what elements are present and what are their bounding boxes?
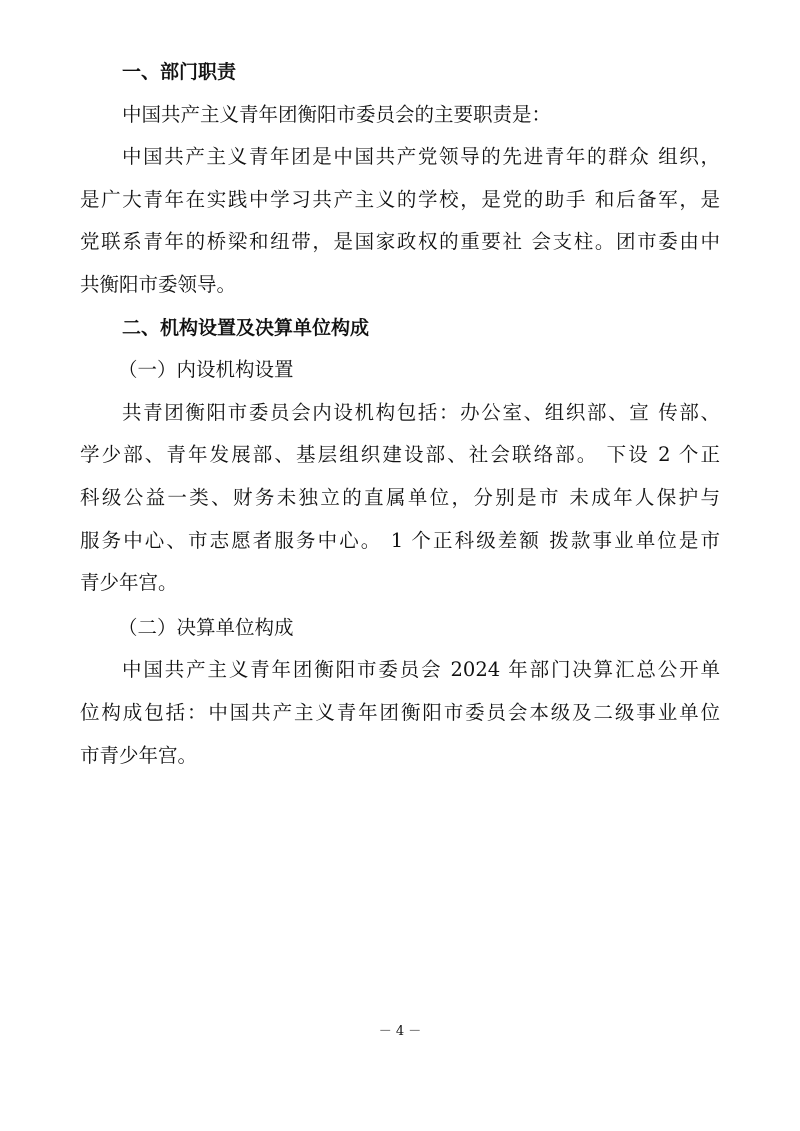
section-heading-duties: 一、部门职责 [122, 61, 237, 83]
paragraph-line: 学少部、青年发展部、基层组织建设部、社会联络部。 下设 2 个正 [80, 443, 720, 467]
paragraph-line: 党联系青年的桥梁和纽带，是国家政权的重要社 会支柱。团市委由中 [80, 230, 720, 254]
page-number: － 4 － [378, 1024, 422, 1039]
paragraph-line: 共青团衡阳市委员会内设机构包括：办公室、组织部、宣 传部、 [122, 400, 720, 424]
paragraph-line: 共衡阳市委领导。 [80, 272, 237, 296]
section-heading-structure: 二、机构设置及决算单位构成 [122, 316, 370, 339]
paragraph-line: 青少年宫。 [80, 571, 178, 595]
paragraph-line: 是广大青年在实践中学习共产主义的学校，是党的助手 和后备军，是 [80, 187, 720, 211]
subsection-heading-units: （二）决算单位构成 [118, 615, 294, 639]
paragraph-line: 服务中心、市志愿者服务中心。 1 个正科级差额 拨款事业单位是市 [80, 528, 720, 552]
paragraph-line: 位构成包括：中国共产主义青年团衡阳市委员会本级及二级事业单位 [80, 700, 720, 724]
paragraph-line: 中国共产主义青年团衡阳市委员会 2024 年部门决算汇总公开单 [122, 658, 720, 682]
paragraph-line: 科级公益一类、财务未独立的直属单位，分别是市 未成年人保护与 [80, 485, 720, 509]
subsection-heading-internal: （一）内设机构设置 [118, 358, 294, 382]
paragraph-line: 中国共产主义青年团是中国共产党领导的先进青年的群众 组织， [122, 145, 720, 169]
paragraph-line: 中国共产主义青年团衡阳市委员会的主要职责是： [122, 102, 552, 126]
document-body [80, 51, 720, 777]
paragraph-line: 市青少年宫。 [80, 743, 198, 767]
